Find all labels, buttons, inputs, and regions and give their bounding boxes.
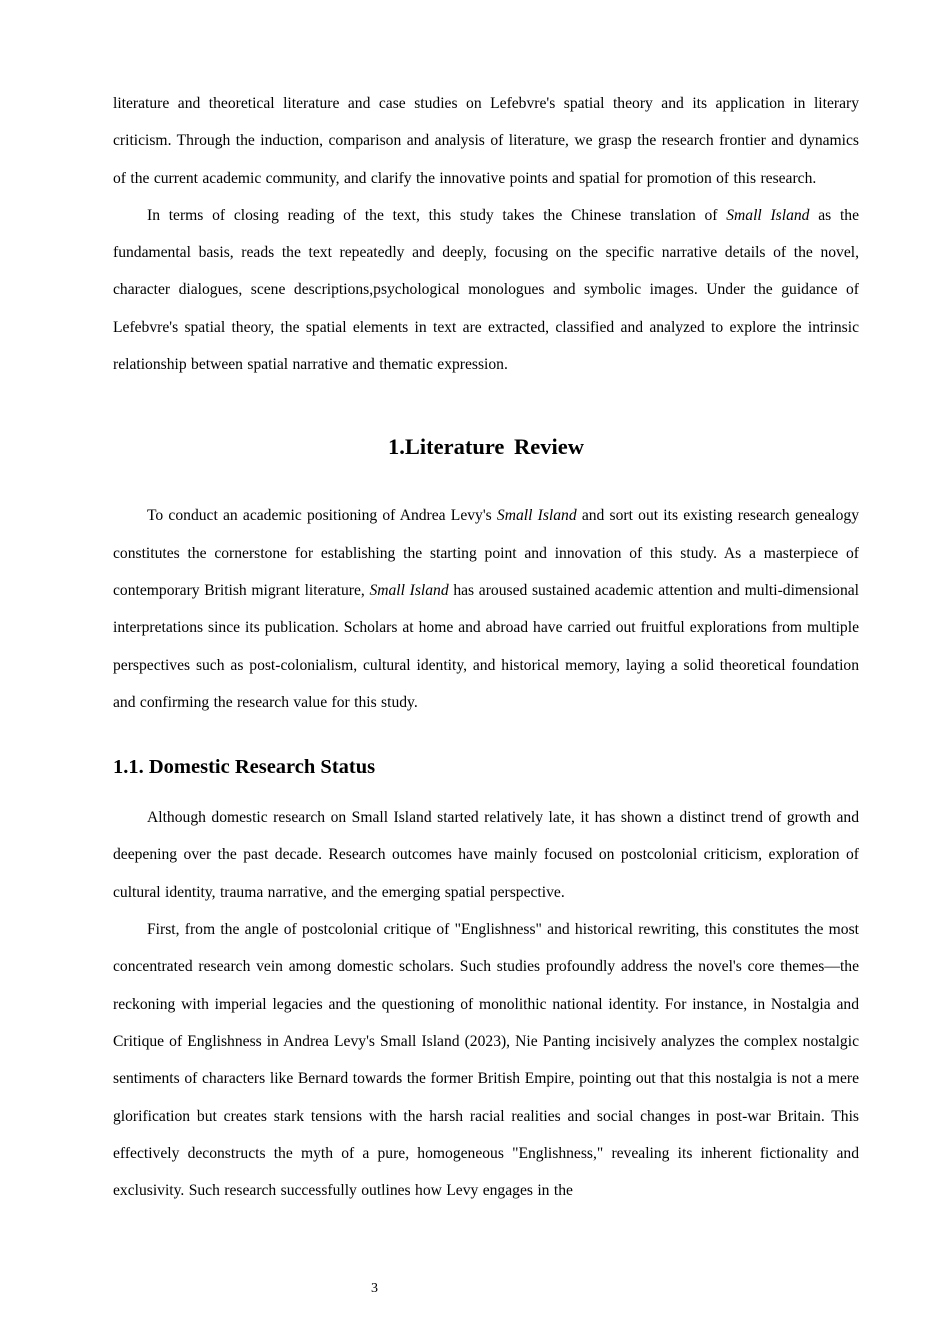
intro-paragraph-1: literature and theoretical literature and case studies on Lefebvre's spatial theory and its application in literary criticism. Through the induction, comparison and analysis of literature, we grasp the research frontier and dynamics of the current academic community, and clarify the innovative points and spatial for promotion of this research.	[113, 95, 859, 187]
book-title-italic: Small Island	[726, 206, 810, 224]
lr-text-a: To conduct an academic positioning of Andrea Levy's	[147, 507, 497, 525]
intro-paragraph-2	[113, 197, 859, 383]
intro-p2-text-after: as the fundamental basis, reads the text repeatedly and deeply, focusing on the specific narrative details of the novel, character dialogues, scene descriptions,psychological monologues and symbolic images. Under the guidance of Lefebvre's spatial theory, the spatial elements in text are extracted, classified and analyzed to explore the intrinsic relationship between spatial narrative and thematic expression.	[113, 206, 859, 374]
lr-text-c: has aroused sustained academic attention and multi-dimensional interpretations since its publication. Scholars at home and abroad have carried out fruitful explorations from multiple perspectives such as post-colonialism, cultural identity, and historical memory, laying a solid theoretical foundation and confirming the research value for this study.	[113, 581, 859, 711]
subsection-heading-domestic-research: 1.1. Domestic Research Status	[113, 756, 376, 779]
section-heading-literature-review: 1.Literature Review	[387, 434, 585, 460]
literature-review-paragraph	[113, 497, 859, 721]
book-title-italic: Small Island	[496, 507, 577, 525]
spacer	[113, 475, 859, 497]
lr-text-b: and sort out its existing research genealogy constitutes the cornerstone for establishing the starting point and innovation of this study. As a masterpiece of contemporary British migrant literature,	[113, 507, 860, 599]
intro-p2-text-before: In terms of closing reading of the text, this study takes the Chinese translation of	[147, 206, 727, 224]
domestic-research-paragraph-1: Although domestic research on Small Island started relatively late, it has shown a distinct trend of growth and deepening over the past decade. Research outcomes have mainly focused on postcolonial criticism, exploration of cultural identity, trauma narrative, and the emerging spatial perspective.	[113, 809, 859, 901]
document-page	[113, 85, 859, 1209]
book-title-italic: Small Island	[369, 581, 449, 599]
page-number: 3	[371, 1281, 378, 1296]
domestic-research-paragraph-2: First, from the angle of postcolonial critique of "Englishness" and historical rewriting, this constitutes the most concentrated research vein among domestic scholars. Such studies profoundly address the novel's core themes—the reckoning with imperial legacies and the questioning of monolithic national identity. For instance, in Nostalgia and Critique of Englishness in Andrea Levy's Small Island (2023), Nie Panting incisively analyzes the complex nostalgic sentiments of characters like Bernard towards the former British Empire, pointing out that this nostalgia is not a mere glorification but creates stark tensions with the harsh racial realities and social changes in post-war Britain. This effectively deconstructs the myth of a pure, homogeneous "Englishness," revealing its inherent fictionality and exclusivity. Such research successfully outlines how Levy engages in the	[113, 921, 859, 1200]
